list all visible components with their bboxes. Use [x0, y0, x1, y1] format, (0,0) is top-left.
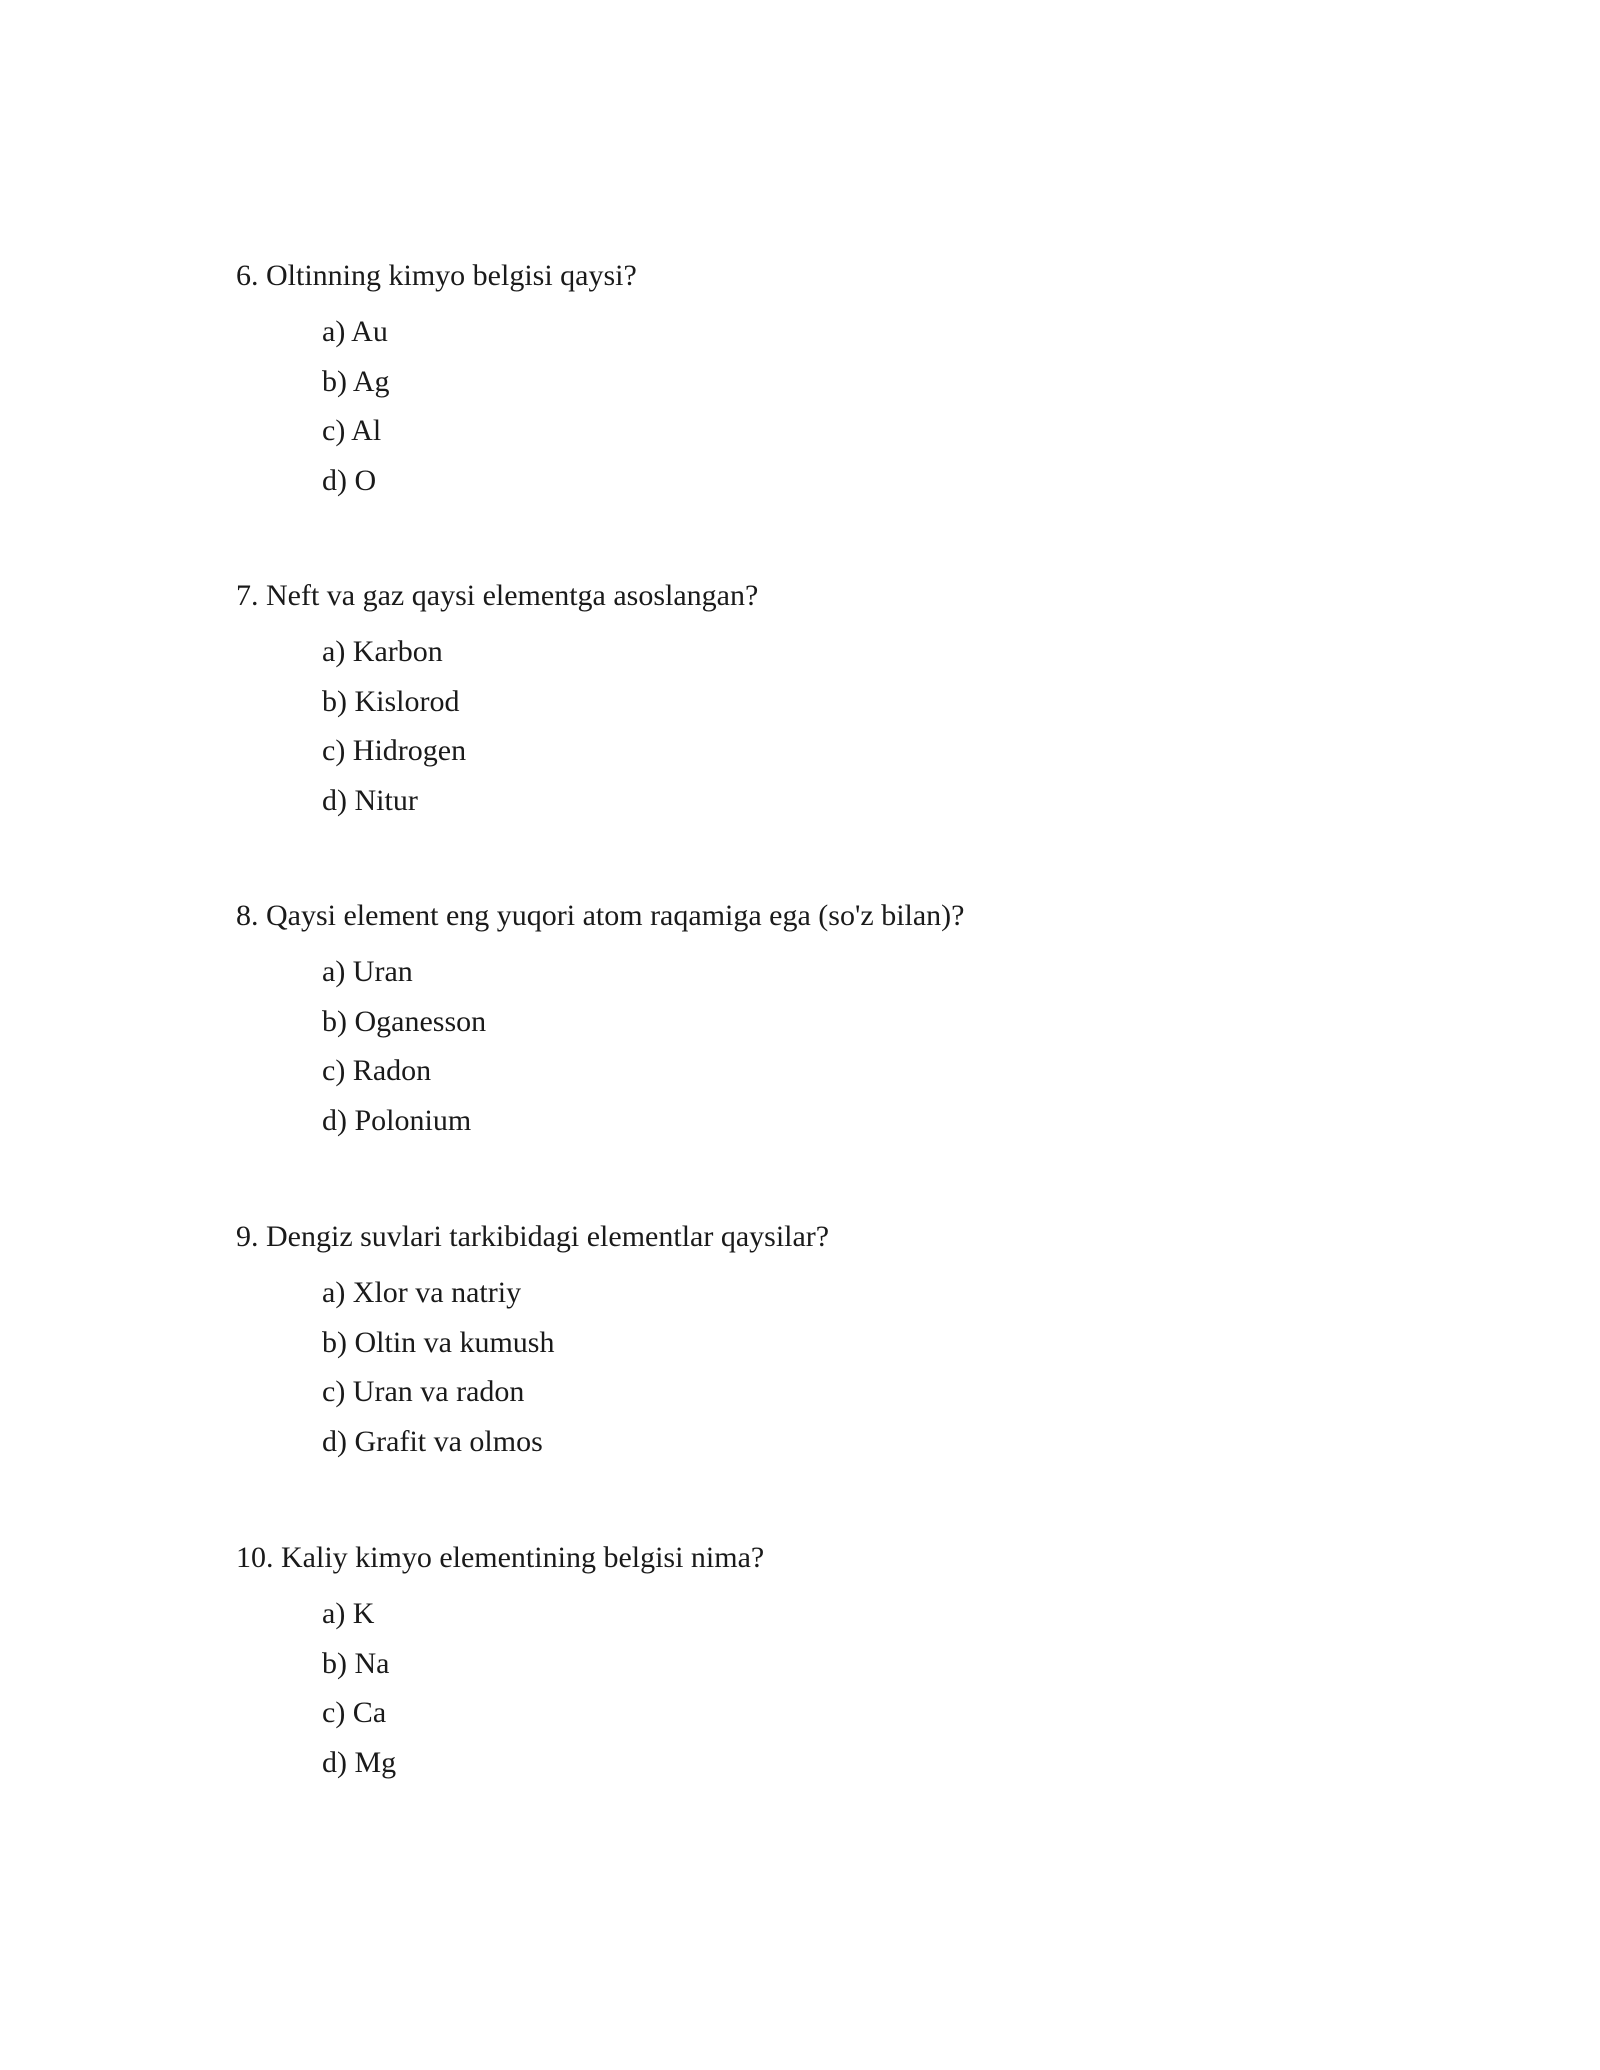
answer-options: [322, 954, 1436, 1139]
option-c: c) Radon: [322, 1054, 432, 1087]
question-text: 7. Neft va gaz qaysi elementga asoslangan?: [236, 579, 759, 612]
option-b: b) Oltin va kumush: [322, 1325, 555, 1359]
option-c: c) Hidrogen: [322, 734, 467, 767]
option-a: a) K: [322, 1597, 375, 1630]
option-b: b) Kislorod: [322, 684, 460, 718]
question-7: [236, 578, 1436, 832]
question-text: 6. Oltinning kimyo belgisi qaysi?: [236, 259, 637, 292]
question-text: 10. Kaliy kimyo elementining belgisi nima?: [236, 1541, 765, 1574]
question-text: 8. Qaysi element eng yuqori atom raqamiga ega (so'z bilan)?: [236, 899, 965, 932]
question-9: [236, 1219, 1436, 1473]
question-8: [236, 898, 1436, 1152]
option-c: c) Al: [322, 414, 382, 447]
option-b: b) Oganesson: [322, 1004, 487, 1038]
question-6: [236, 258, 1436, 512]
option-d: d) Mg: [322, 1745, 397, 1779]
question-10: [236, 1540, 1436, 1794]
option-c: c) Ca: [322, 1696, 387, 1729]
answer-options: [322, 1275, 1436, 1460]
option-b: b) Ag: [322, 364, 390, 398]
answer-options: [322, 314, 1436, 499]
answer-options: [322, 634, 1436, 819]
option-c: c) Uran va radon: [322, 1375, 525, 1408]
question-text: 9. Dengiz suvlari tarkibidagi elementlar qaysilar?: [236, 1220, 830, 1253]
option-b: b) Na: [322, 1646, 390, 1680]
option-a: a) Karbon: [322, 635, 443, 668]
answer-options: [322, 1596, 1436, 1781]
option-d: d) Polonium: [322, 1103, 472, 1137]
option-a: a) Xlor va natriy: [322, 1276, 522, 1309]
option-d: d) O: [322, 463, 377, 497]
option-a: a) Au: [322, 315, 388, 348]
option-d: d) Grafit va olmos: [322, 1424, 543, 1458]
option-d: d) Nitur: [322, 783, 418, 817]
option-a: a) Uran: [322, 955, 413, 988]
